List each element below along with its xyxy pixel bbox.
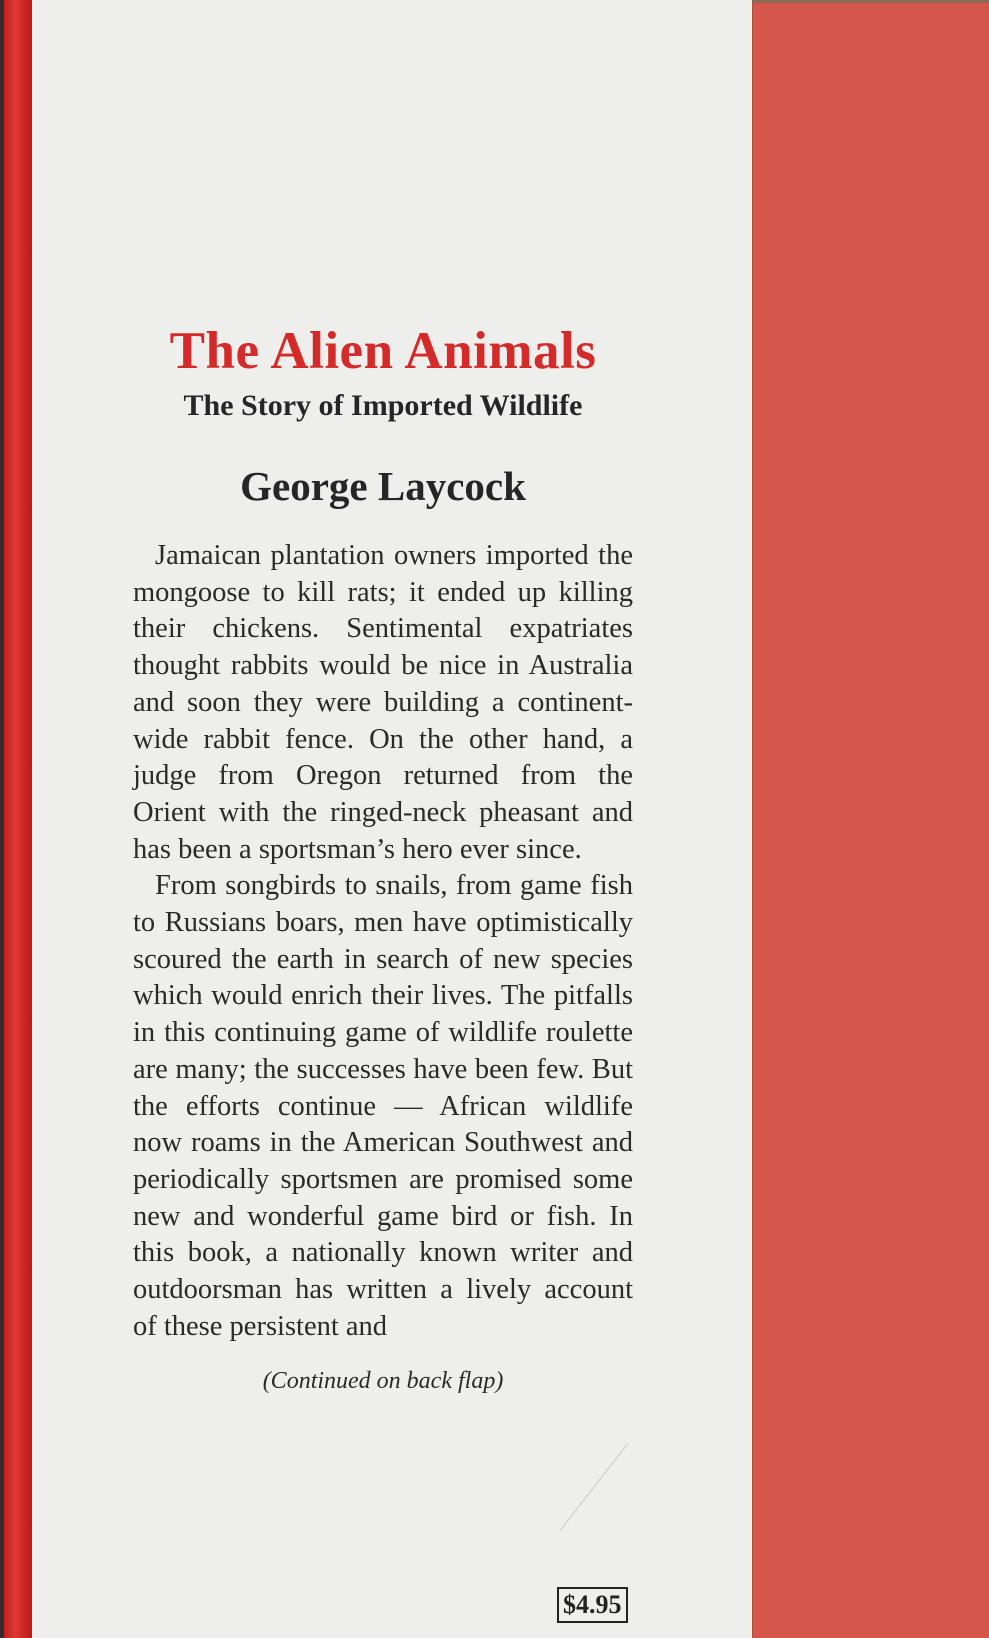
book-title: The Alien Animals: [169, 322, 597, 380]
red-spine-strip: [4, 0, 32, 1638]
price-label: $4.95: [557, 1587, 628, 1623]
cover-panel-top-edge: [752, 0, 989, 3]
continued-note: (Continued on back flap): [262, 1368, 504, 1395]
book-author: George Laycock: [240, 463, 526, 509]
flap-content: [133, 318, 633, 1397]
book-subtitle: The Story of Imported Wildlife: [183, 389, 583, 422]
flap-description: [133, 538, 633, 1345]
description-paragraph: Jamaican plantation owners imported the mongoose to kill rats; it ended up killing their chickens. Sentimental expatriates thought rabbits would be nice in Australia and soon they were building a continent-wide rabbit fence. On the other hand, a judge from Oregon returned from the Orient with the ringed-neck pheasant and has been a sportsman’s hero ever since.: [133, 540, 633, 865]
red-cover-panel: [752, 0, 989, 1638]
description-paragraph: From songbirds to snails, from game fish to Russians boars, men have optimistically scoured the earth in search of new species which would enrich their lives. The pitfalls in this continuing game of wildlife roulette are many; the successes have been few. But the efforts continue — African wildlife now roams in the American Southwest and periodically sportsmen are promised some new and wonderful game bird or fish. In this book, a nationally known writer and outdoorsman has written a lively account of these persistent and: [133, 870, 633, 1342]
